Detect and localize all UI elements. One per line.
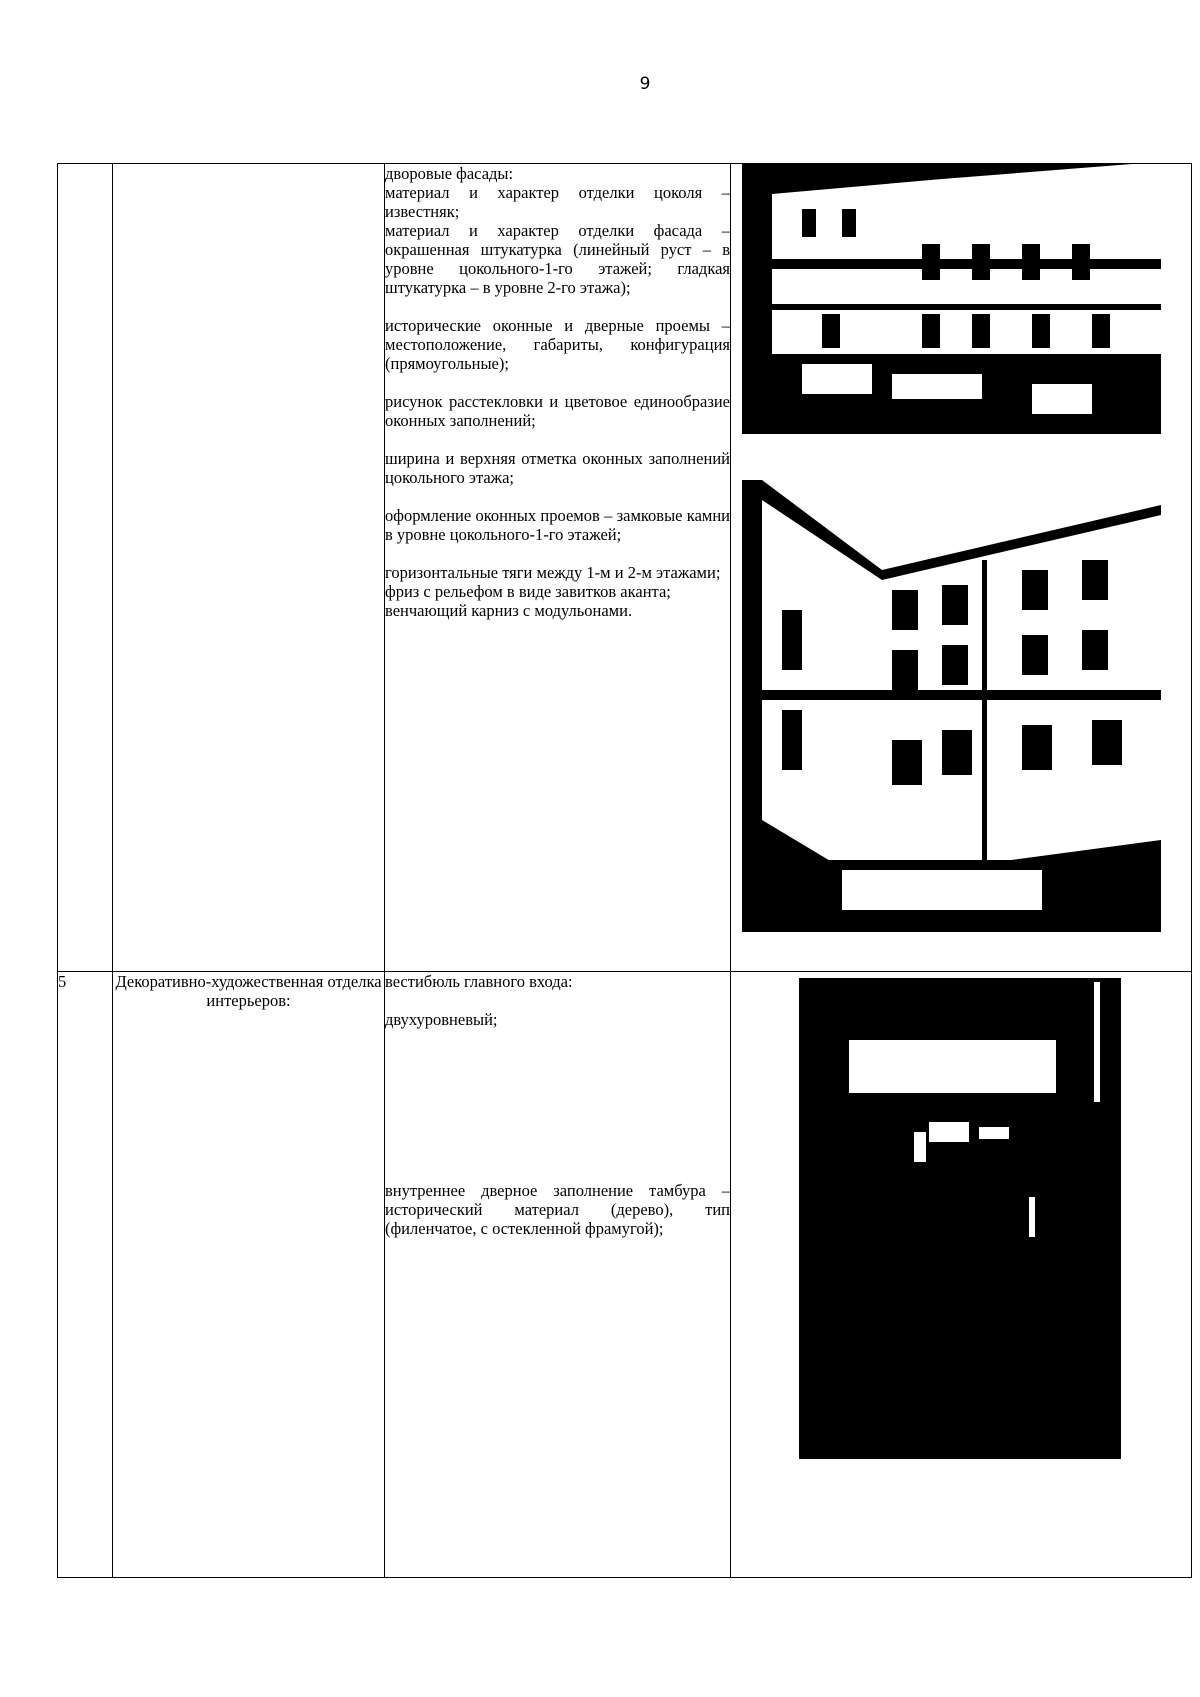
element-description (385, 164, 731, 972)
vestibule-photo (799, 972, 1121, 1459)
element-name: Декоративно-художественная отделка интерьеров: (113, 972, 385, 1578)
description-line: дворовые фасады: (385, 164, 514, 183)
description-line: внутреннее дверное заполнение тамбура – исторический материал (дерево), тип (филенчатое, с остекленной фрамугой); (385, 1181, 730, 1238)
courtyard-facade-image (742, 164, 1161, 434)
page-number: 9 (639, 74, 651, 94)
description-line: венчающий карниз с модульонами. (385, 601, 633, 620)
description-line: исторические оконные и дверные проемы – местоположение, габариты, конфигурация (прямоугольные); (385, 316, 730, 373)
description-line: горизонтальные тяги между 1-м и 2-м этажами; (385, 563, 721, 582)
description-line: ширина и верхняя отметка оконных заполнений цокольного этажа; (385, 449, 730, 487)
description-line: оформление оконных проемов – замковые камни в уровне цокольного-1-го этажей; (385, 506, 730, 544)
description-line: двухуровневый; (385, 1010, 498, 1029)
courtyard-corner-image (742, 460, 1161, 932)
description-line: материал и характер отделки фасада – окрашенная штукатурка (линейный руст – в уровне цокольного-1-го этажей; гладкая штукатурка – в уровне 2-го этажа); (385, 221, 730, 297)
element-description (385, 972, 731, 1578)
document-table (57, 163, 1192, 1578)
row-number (58, 164, 113, 972)
description-line: рисунок расстекловки и цветовое единообразие оконных заполнений; (385, 392, 730, 430)
table-row (58, 972, 1192, 1578)
description-line: фриз с рельефом в виде завитков аканта; (385, 582, 671, 601)
courtyard-corner-photo (742, 460, 1161, 932)
photo-cell (731, 164, 1192, 972)
vestibule-image (799, 972, 1121, 1459)
table-row (58, 164, 1192, 972)
description-line: материал и характер отделки цоколя – известняк; (385, 183, 730, 221)
photo-cell (731, 972, 1192, 1578)
description-line: вестибюль главного входа: (385, 972, 573, 991)
row-number: 5 (58, 972, 113, 1578)
courtyard-facade-photo (742, 164, 1161, 434)
element-name (113, 164, 385, 972)
